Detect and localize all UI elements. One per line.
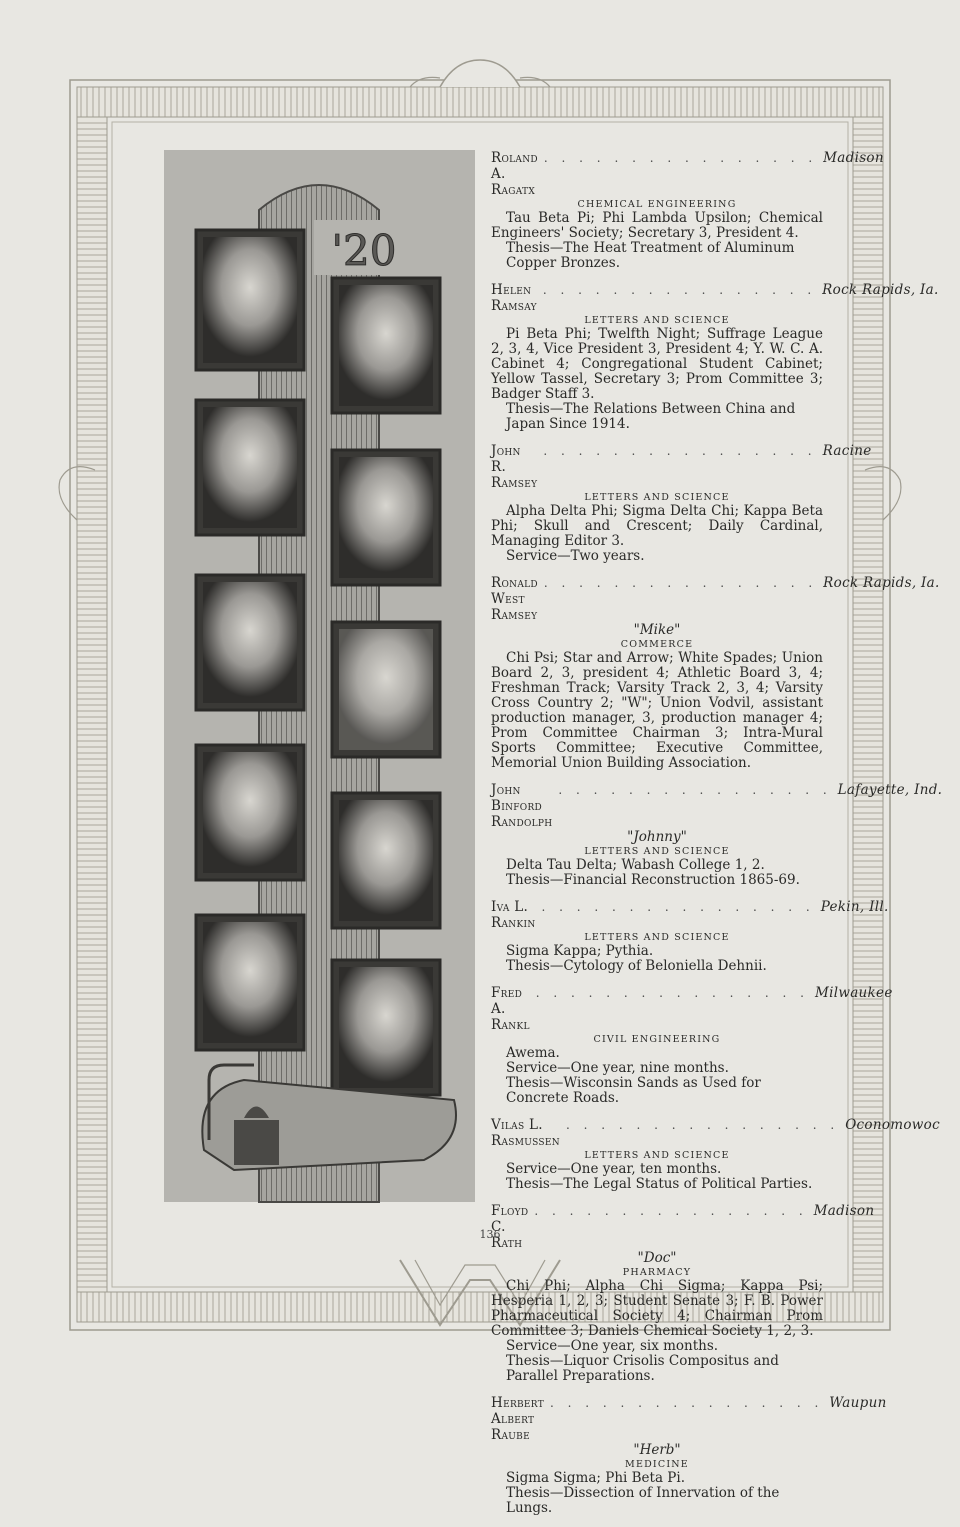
- class-year-emblem: '20: [331, 226, 397, 275]
- college-name: LETTERS AND SCIENCE: [584, 1150, 730, 1161]
- hometown: Waupun: [829, 1395, 887, 1411]
- detail-line: Thesis—The Heat Treatment of Aluminum Copper Bronzes.: [506, 240, 795, 271]
- hometown: Milwaukee: [815, 985, 893, 1001]
- student-name-line: [491, 443, 872, 491]
- student-entry: [491, 985, 893, 1106]
- leader-dots: . . . . . . . . . . . . . . . .: [534, 1204, 808, 1218]
- student-name: Iva L. Rankin: [491, 899, 536, 931]
- activities-text: Chi Phi; Alpha Chi Sigma; Kappa Psi; Hesperia 1, 2, 3; Student Senate 3; F. B. Power Pharmaceutical Society 4; Chairman Prom Committee 3; Daniels Chemical Society 1, 2, 3.: [491, 1278, 823, 1339]
- leader-dots: . . . . . . . . . . . . . . . .: [558, 783, 832, 797]
- college-name: CIVIL ENGINEERING: [593, 1034, 721, 1045]
- activities-text: Alpha Delta Phi; Sigma Delta Chi; Kappa Beta Phi; Skull and Crescent; Daily Cardinal, Managing Editor 3.: [491, 503, 823, 549]
- nickname: "Mike": [633, 622, 681, 638]
- student-entry: [491, 1203, 875, 1384]
- activities-text: Delta Tau Delta; Wabash College 1, 2.: [506, 857, 765, 873]
- nickname: "Doc": [637, 1250, 677, 1266]
- detail-line: Service—One year, nine months.: [506, 1060, 729, 1076]
- student-name: John Binford Randolph: [491, 782, 553, 830]
- student-name: Fred A. Rankl: [491, 985, 530, 1033]
- activities-text: Pi Beta Phi; Twelfth Night; Suffrage League 2, 3, 4, Vice President 3, President 4; Y. W. C. A. Cabinet 4; Congregational Student Cabinet; Yellow Tassel, Secretary 3; Prom Committee 3; Badger Staff 3.: [491, 326, 823, 402]
- hometown: Racine: [822, 443, 872, 459]
- activities-text: Service—One year, ten months.: [506, 1161, 722, 1177]
- student-name: Ronald West Ramsey: [491, 575, 538, 623]
- hometown: Madison: [823, 150, 884, 166]
- student-name-line: [491, 282, 939, 314]
- student-name: Floyd C. Rath: [491, 1203, 529, 1251]
- detail-line: Thesis—Wisconsin Sands as Used for Concrete Roads.: [506, 1075, 761, 1106]
- student-name-line: [491, 782, 943, 830]
- student-name: Vilas L. Rasmussen: [491, 1117, 560, 1149]
- detail-line: Thesis—The Legal Status of Political Parties.: [506, 1176, 813, 1192]
- portrait-panel-artwork: [164, 150, 475, 1202]
- leader-dots: . . . . . . . . . . . . . . . .: [543, 576, 818, 590]
- college-name: LETTERS AND SCIENCE: [584, 932, 730, 943]
- student-name: Roland A. Ragatx: [491, 150, 538, 198]
- college-name: LETTERS AND SCIENCE: [584, 315, 730, 326]
- student-name-line: [491, 1395, 887, 1443]
- student-name: John R. Ramsey: [491, 443, 538, 491]
- student-name-line: [491, 150, 884, 198]
- student-name-line: [491, 575, 940, 623]
- leader-dots: . . . . . . . . . . . . . . . .: [535, 986, 809, 1000]
- activities-text: Sigma Kappa; Pythia.: [506, 943, 654, 959]
- student-name-line: [491, 1203, 875, 1251]
- detail-line: Thesis—Liquor Crisolis Compositus and Parallel Preparations.: [506, 1353, 779, 1384]
- hometown: Madison: [813, 1203, 875, 1219]
- leader-dots: . . . . . . . . . . . . . . . .: [550, 1396, 824, 1410]
- student-name-line: [491, 899, 889, 931]
- leader-dots: . . . . . . . . . . . . . . . .: [543, 444, 817, 458]
- activities-text: Awema.: [506, 1045, 560, 1061]
- college-name: LETTERS AND SCIENCE: [584, 492, 730, 503]
- student-name-line: [491, 985, 893, 1033]
- student-entry: [491, 1117, 940, 1192]
- leader-dots: . . . . . . . . . . . . . . . .: [565, 1118, 840, 1132]
- detail-line: Service—Two years.: [506, 548, 645, 564]
- student-entry: [491, 443, 872, 564]
- biography-column: [491, 150, 943, 1527]
- student-entry: [491, 150, 884, 271]
- hometown: Lafayette, Ind.: [837, 782, 943, 798]
- student-entry: [491, 899, 889, 974]
- student-entry: [491, 782, 943, 888]
- detail-line: Thesis—Financial Reconstruction 1865-69.: [506, 872, 800, 888]
- detail-line: Service—One year, six months.: [506, 1338, 719, 1354]
- student-entry: [491, 1395, 887, 1516]
- detail-line: Thesis—Dissection of Innervation of the Lungs.: [506, 1485, 780, 1516]
- college-name: MEDICINE: [625, 1459, 689, 1470]
- page-number: 136: [479, 1228, 501, 1241]
- student-entry: [491, 282, 939, 432]
- detail-line: Thesis—The Relations Between China and Japan Since 1914.: [506, 401, 796, 432]
- nickname: "Herb": [633, 1442, 681, 1458]
- student-name-line: [491, 1117, 940, 1149]
- college-name: LETTERS AND SCIENCE: [584, 846, 730, 857]
- hometown: Rock Rapids, Ia.: [822, 282, 939, 298]
- leader-dots: . . . . . . . . . . . . . . . .: [543, 151, 818, 165]
- leader-dots: . . . . . . . . . . . . . . . .: [541, 900, 815, 914]
- activities-text: Tau Beta Pi; Phi Lambda Upsilon; Chemical Engineers' Society; Secretary 3, President 4.: [491, 210, 823, 241]
- student-entry: [491, 575, 940, 771]
- hometown: Pekin, Ill.: [820, 899, 889, 915]
- detail-line: Thesis—Cytology of Beloniella Dehnii.: [506, 958, 767, 974]
- college-name: PHARMACY: [622, 1267, 692, 1278]
- nickname: "Johnny": [627, 829, 687, 845]
- activities-text: Sigma Sigma; Phi Beta Pi.: [506, 1470, 686, 1486]
- student-name: Helen Ramsay: [491, 282, 537, 314]
- college-name: COMMERCE: [620, 639, 694, 650]
- portrait-panel: [164, 150, 475, 1202]
- leader-dots: . . . . . . . . . . . . . . . .: [542, 283, 817, 297]
- hometown: Rock Rapids, Ia.: [823, 575, 940, 591]
- activities-text: Chi Psi; Star and Arrow; White Spades; Union Board 2, 3, president 4; Athletic Board 3, 4; Freshman Track; Varsity Track 2, 3, 4; Varsity Cross Country 2; "W"; Union Vodvil, assistant production manager, 3, production manager 4; Prom Committee Chairman 3; Intra-Mural Sports Committee; Executive Committee, Memorial Union Building Association.: [491, 650, 823, 771]
- student-name: Herbert Albert Raube: [491, 1395, 545, 1443]
- hometown: Oconomowoc: [845, 1117, 940, 1133]
- college-name: CHEMICAL ENGINEERING: [577, 199, 737, 210]
